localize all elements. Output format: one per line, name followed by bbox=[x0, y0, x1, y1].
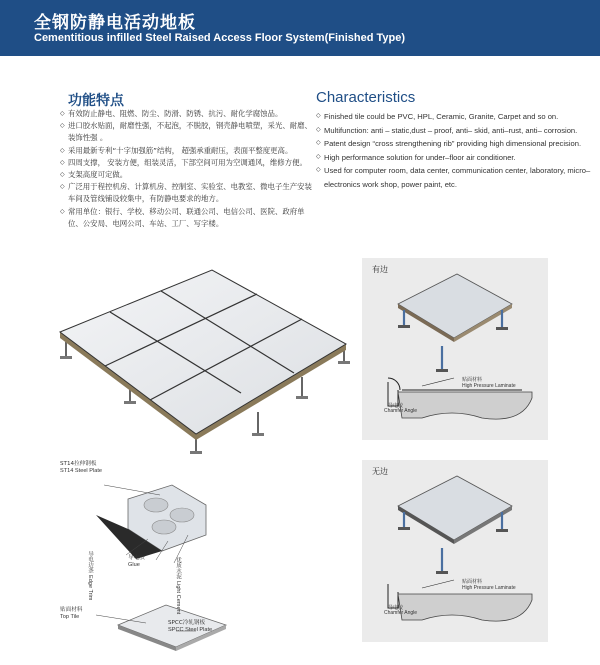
feature-cn-item: ◇ 支架高度可定做。 bbox=[60, 169, 316, 181]
characteristic-item: ◇ High performance solution for under–floor air conditioner. bbox=[316, 151, 592, 165]
spcc-label: SPCC冷轧钢板 SPCC Steel Plate bbox=[168, 620, 213, 633]
panel-with-edge bbox=[362, 258, 548, 440]
title-en: Cementitious infilled Steel Raised Access Floor System(Finished Type) bbox=[34, 32, 406, 44]
callout-cn: 贴面材料 bbox=[462, 377, 483, 383]
feature-cn-item: ◇ 有效防止静电、阻燃、防尘、防滑、防锈、抗污、耐化学腐蚀品。 bbox=[60, 108, 316, 120]
edge-en: Chamfer Angle bbox=[384, 610, 418, 616]
panel-label: 无边 bbox=[372, 467, 388, 476]
header-banner bbox=[0, 0, 600, 56]
edge-en: Chamfer Angle bbox=[384, 408, 418, 414]
feature-cn-item: ◇ 常用单位：银行、学校、移动公司、联通公司、电信公司、医院、政府单位、公安局、电网公司、车站、工厂、写字楼。 bbox=[60, 206, 316, 230]
feature-cn-item: ◇ 进口胶水贴面，耐磨性强，不起泡，不脱胶，钢壳静电喷塑，采光、耐磨、装饰性强 。 bbox=[60, 120, 316, 144]
feature-cn-item: ◇ 采用最新专利“十字加强筋”结构， 超强承重耐压，表面平整度更高。 bbox=[60, 145, 316, 157]
characteristics-list bbox=[316, 110, 592, 192]
callout-cn: 贴面材料 bbox=[462, 579, 483, 585]
panel-without-edge bbox=[362, 460, 548, 642]
characteristic-item: ◇ Used for computer room, data center, communication center, laboratory, micro–electronics work shop, power paint, etc. bbox=[316, 164, 592, 191]
top-tile-label: 贴面材料 Top Tile bbox=[60, 607, 83, 620]
glue-label: 导电胶 Glue bbox=[128, 555, 145, 568]
characteristic-item: ◇ Patent design “cross strengthening rib” providing high dimensional precision. bbox=[316, 137, 592, 151]
steel-plate-label: ST14拉伸钢板 ST14 Steel Plate bbox=[60, 461, 102, 474]
title-cn: 全钢防静电活动地板 bbox=[34, 13, 196, 33]
feature-cn-item: ◇ 四周支撑， 安装方便，组装灵活，下部空间可用为空调通风，维修方便。 bbox=[60, 157, 316, 169]
feature-cn-item: ◇ 广泛用于程控机房、计算机房、控制室、实验室、电教室、微电子生产安装车间及管线铺设较集中，有防静电要求的地方。 bbox=[60, 181, 316, 205]
tile-structure-detail bbox=[56, 455, 316, 660]
panel-label: 有边 bbox=[372, 265, 388, 274]
characteristic-item: ◇ Multifunction: anti – static,dust – proof, anti– skid, anti–rust, anti– corrosion. bbox=[316, 124, 592, 138]
characteristic-item: ◇ Finished tile could be PVC, HPL, Ceramic, Granite, Carpet and so on. bbox=[316, 110, 592, 124]
edge-cn: 导电胶 bbox=[388, 605, 404, 611]
cement-label: 优质水泥 Light Cement bbox=[175, 557, 181, 615]
features-cn-list bbox=[60, 108, 316, 230]
edge-cn: 导电胶 bbox=[388, 403, 404, 409]
characteristics-heading: Characteristics bbox=[316, 89, 416, 106]
callout-en: High Pressure Laminate bbox=[462, 585, 516, 591]
edge-trim-label: 导电边条 Edge Trim bbox=[87, 551, 93, 601]
raised-floor-illustration bbox=[46, 262, 356, 472]
callout-en: High Pressure Laminate bbox=[462, 383, 516, 389]
features-cn-heading: 功能特点 bbox=[68, 93, 124, 109]
